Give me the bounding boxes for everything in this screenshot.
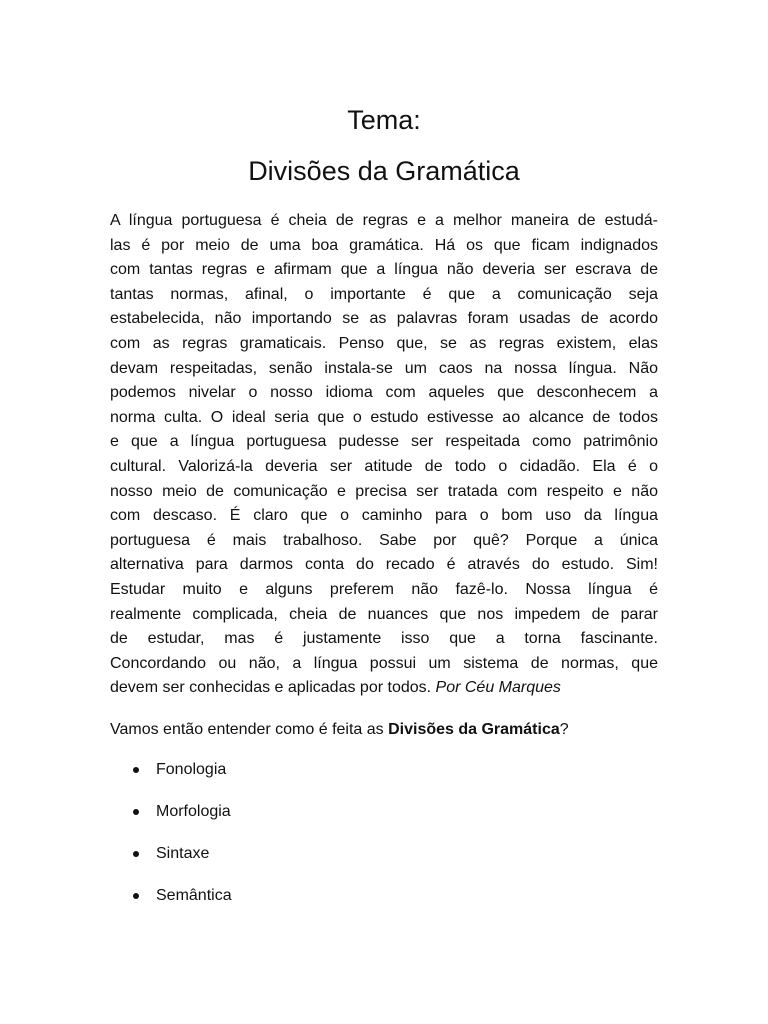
paragraph-line: e que a língua portuguesa pudesse ser respeitada como patrimônio	[110, 433, 658, 451]
list-item-label: Sintaxe	[156, 845, 210, 862]
heading-divisoes: Divisões da Gramática	[248, 156, 520, 186]
paragraph-line: podemos nivelar o nosso idioma com aqueles que desconhecem a	[110, 384, 658, 402]
paragraph-line: cultural. Valorizá-la deveria ser atitude de todo o cidadão. Ela é o	[110, 457, 658, 475]
paragraph-line: alternativa para darmos conta do recado é através do estudo. Sim!	[110, 556, 658, 574]
paragraph-line: nosso meio de comunicação e precisa ser tratada com respeito e não	[110, 482, 658, 500]
paragraph-line: A língua portuguesa é cheia de regras e a melhor maneira de estudá-	[110, 212, 658, 229]
paragraph-line: com as regras gramaticais. Penso que, se as regras existem, elas	[110, 334, 658, 352]
question-text: Vamos então entender como é feita as	[110, 721, 389, 738]
list-item	[110, 843, 510, 885]
list-item	[110, 801, 510, 843]
body-paragraph	[110, 209, 658, 701]
list-item-label: Semântica	[156, 887, 232, 904]
paragraph-line: Estudar muito e alguns preferem não fazê-lo. Nossa língua é	[110, 580, 658, 598]
paragraph-line: tantas normas, afinal, o importante é que a comunicação seja	[110, 285, 658, 303]
paragraph-line: com descaso. É claro que o caminho para o bom uso da língua	[110, 507, 658, 525]
author-signature: Por Céu Marques	[435, 679, 561, 697]
paragraph-line: realmente complicada, cheia de nuances que nos impedem de parar	[110, 605, 658, 623]
paragraph-line: norma culta. O ideal seria que o estudo estivesse ao alcance de todos	[110, 408, 658, 426]
paragraph-line: de estudar, mas é justamente isso que a torna fascinante.	[110, 630, 658, 648]
question-bold: Divisões da Gramática	[388, 721, 560, 738]
list-item	[110, 885, 510, 927]
divisions-list	[110, 759, 510, 927]
paragraph-line: com tantas regras e afirmam que a língua não deveria ser escrava de	[110, 261, 658, 279]
list-item-label: Morfologia	[156, 803, 231, 820]
bullet-icon	[133, 809, 139, 815]
paragraph-line: Concordando ou não, a língua possui um sistema de normas, que	[110, 654, 658, 672]
paragraph-line: portuguesa é mais trabalhoso. Sabe por quê? Porque a única	[110, 531, 658, 549]
question-mark: ?	[559, 721, 569, 738]
paragraph-line: estabelecida, não importando se as palavras foram usadas de acordo	[110, 310, 658, 328]
question-line	[110, 719, 569, 741]
list-item-label: Fonologia	[156, 761, 227, 778]
paragraph-last-line	[110, 676, 658, 701]
paragraph-last-text: devem ser conhecidas e aplicadas por todos.	[110, 679, 432, 697]
list-item	[110, 759, 510, 801]
bullet-icon	[133, 851, 139, 857]
heading-tema: Tema:	[347, 105, 421, 135]
paragraph-line: devam respeitadas, senão instala-se um caos na nossa língua. Não	[110, 359, 658, 377]
bullet-icon	[133, 767, 139, 773]
paragraph-line: las é por meio de uma boa gramática. Há os que ficam indignados	[110, 236, 658, 254]
bullet-icon	[133, 893, 139, 899]
